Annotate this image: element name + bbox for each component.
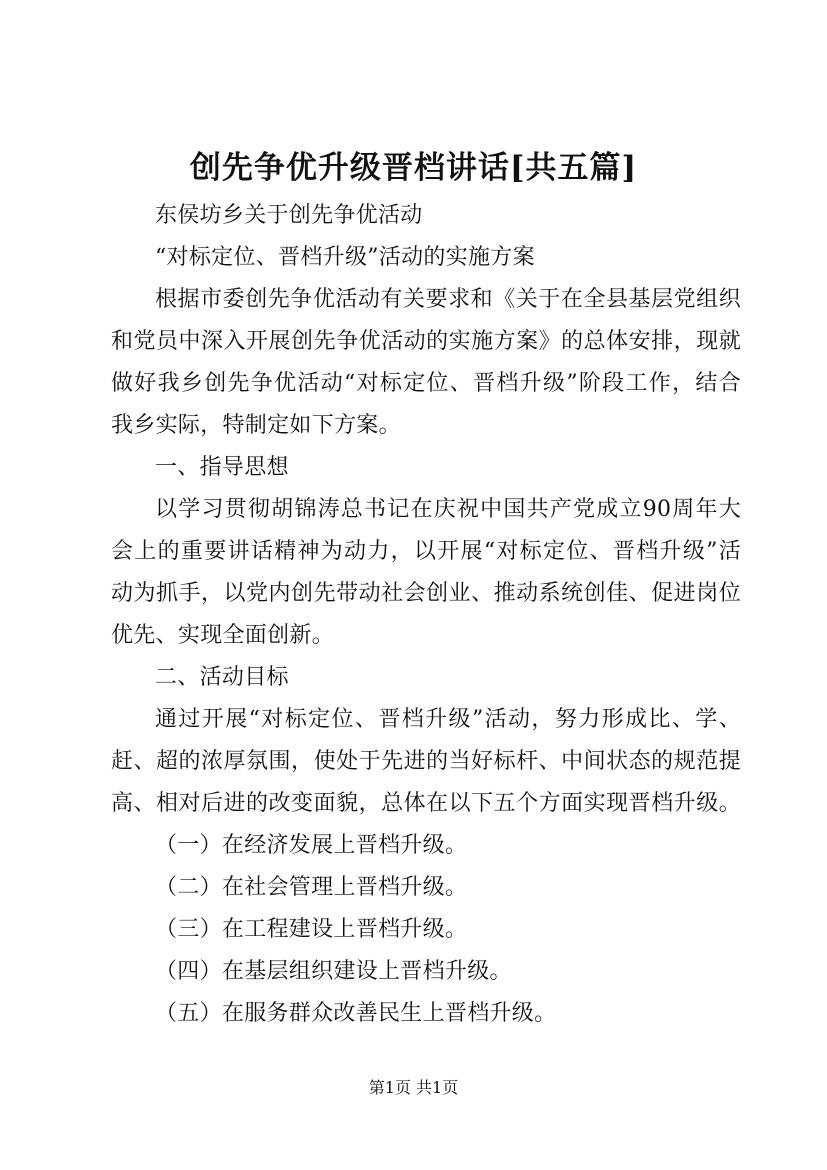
text-line: 会上的重要讲话精神为动力，以开展“对标定位、晋档升级”活 (111, 539, 741, 564)
text-line: 高、相对后进的改变面貌，总体在以下五个方面实现晋档升级。 (111, 791, 741, 816)
section-heading: 二、活动目标 (155, 665, 289, 690)
text-line: 动为抓手，以党内创先带动社会创业、推动系统创佳、促进岗位 (111, 581, 741, 606)
text-line: 通过开展“对标定位、晋档升级”活动，努力形成比、学、 (155, 707, 741, 732)
page-footer: 第1页 共1页 (368, 1078, 459, 1097)
section-heading: 一、指导思想 (155, 455, 289, 480)
list-item: （三）在工程建设上晋档升级。 (155, 917, 468, 942)
text-line: 东侯坊乡关于创先争优活动 (155, 203, 423, 228)
document-title: 创先争优升级晋档讲话[共五篇] (189, 150, 638, 186)
list-item: （五）在服务群众改善民生上晋档升级。 (155, 1001, 557, 1026)
text-line: 我乡实际，特制定如下方案。 (111, 413, 401, 438)
text-line: 做好我乡创先争优活动“对标定位、晋档升级”阶段工作，结合 (111, 371, 741, 396)
text-line: 和党员中深入开展创先争优活动的实施方案》的总体安排，现就 (111, 329, 741, 354)
text-line: 根据市委创先争优活动有关要求和《关于在全县基层党组织 (155, 287, 741, 312)
text-line: “对标定位、晋档升级”活动的实施方案 (155, 245, 535, 270)
document-body (111, 195, 741, 1035)
list-item: （一）在经济发展上晋档升级。 (155, 833, 468, 858)
list-item: （二）在社会管理上晋档升级。 (155, 875, 468, 900)
text-line: 赶、超的浓厚氛围，使处于先进的当好标杆、中间状态的规范提 (111, 749, 741, 774)
list-item: （四）在基层组织建设上晋档升级。 (155, 959, 512, 984)
text-line: 以学习贯彻胡锦涛总书记在庆祝中国共产党成立90周年大 (155, 497, 741, 522)
text-line: 优先、实现全面创新。 (111, 623, 335, 648)
